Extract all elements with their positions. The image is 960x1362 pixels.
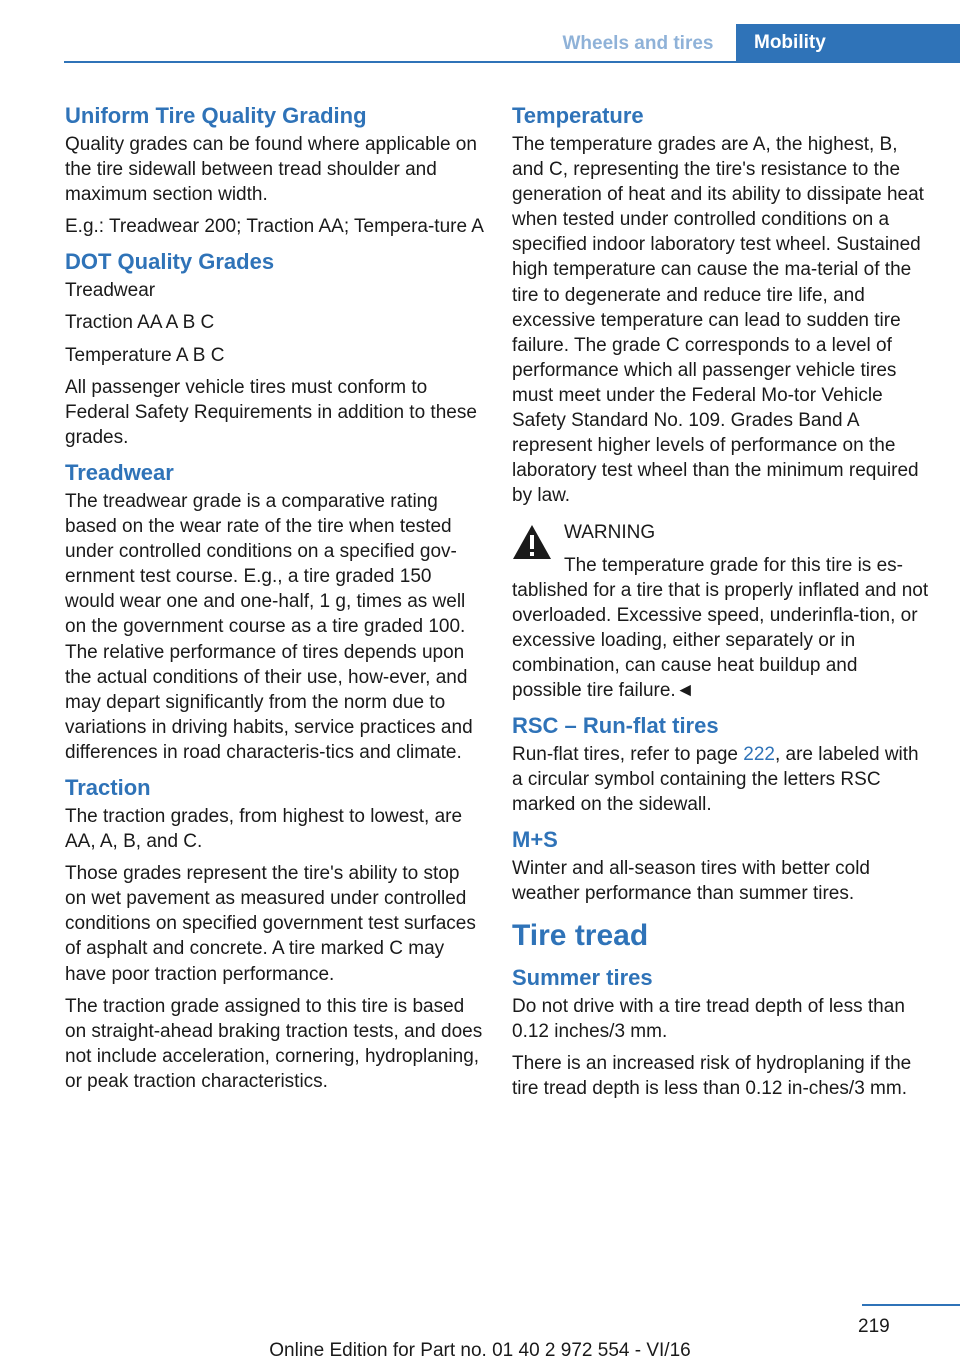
rsc-heading: RSC – Run-flat tires <box>512 713 719 739</box>
ms-paragraph: Winter and all-season tires with better cold weather performance than summer tires. <box>512 858 870 905</box>
tire-tread-heading: Tire tread <box>512 918 649 952</box>
traction-heading: Traction <box>65 774 151 800</box>
traction-paragraph-2: Those grades represent the tire's ability to stop on wet pavement as measured under controlled conditions on specified government test surfaces of asphalt and concrete. A tire marked C may have poor traction performance. <box>65 863 476 985</box>
warning-block <box>512 520 930 703</box>
page-222-link[interactable]: 222 <box>743 744 775 766</box>
rsc-text-post: , are labeled with a circular symbol containing the letters RSC marked on the sidewall. <box>512 744 919 816</box>
dot-line-1: Treadwear <box>65 280 156 302</box>
uniform-paragraph-1: Quality grades can be found where applicable on the tire sidewall between tread shoulder and maximum section width. <box>65 134 477 206</box>
page-number-rule <box>862 1304 960 1306</box>
treadwear-heading: Treadwear <box>65 459 174 485</box>
left-column <box>65 100 485 1101</box>
header-chapter-tab[interactable]: Mobility <box>736 24 960 61</box>
treadwear-paragraph: The treadwear grade is a comparative rating based on the wear rate of the tire when tested under controlled conditions on a specified gov‐ernment test course. E.g., a tire graded 150 would wear one and one-half, 1 g, times as well on the government course as a tire graded 100. The relative performance of tires depends upon the actual conditions of their use, how‐ever, and may depart significantly from the norm due to variations in driving habits, service practices and differences in road characteris‐tics and climate. <box>65 490 473 763</box>
summer-tires-heading: Summer tires <box>512 964 653 990</box>
right-column <box>512 100 930 1108</box>
uniform-paragraph-2: E.g.: Treadwear 200; Traction AA; Tempera‐ture A <box>65 216 484 238</box>
traction-paragraph-3: The traction grade assigned to this tire is based on straight-ahead braking traction tests, and does not include acceleration, cornering, hydroplaning, or peak traction characteristics. <box>65 995 483 1092</box>
rsc-text-pre: Run-flat tires, refer to page <box>512 744 744 766</box>
dot-paragraph: All passenger vehicle tires must conform to Federal Safety Requirements in addition to these grades. <box>65 376 477 448</box>
header-section-tab[interactable]: Wheels and tires <box>562 33 714 54</box>
uniform-heading: Uniform Tire Quality Grading <box>65 103 367 128</box>
dot-line-3: Temperature A B C <box>65 344 225 366</box>
rsc-paragraph <box>512 742 930 817</box>
traction-paragraph-1: The traction grades, from highest to lowest, are AA, A, B, and C. <box>65 805 463 853</box>
warning-triangle-icon <box>512 524 552 560</box>
header-rule <box>64 61 960 63</box>
summer-paragraph-2: There is an increased risk of hydroplaning if the tire tread depth is less than 0.12 in‐ches/3 mm. <box>512 1052 912 1099</box>
warning-text-first: The temperature grade for this tire is es‐ <box>564 554 903 576</box>
dot-line-2: Traction AA A B C <box>65 312 215 334</box>
footer-edition: Online Edition for Part no. 01 40 2 972 554 - VI/16 <box>269 1340 691 1361</box>
warning-label: WARNING <box>564 522 656 544</box>
summer-paragraph-1: Do not drive with a tire tread depth of less than 0.12 inches/3 mm. <box>512 995 905 1042</box>
ms-heading: M+S <box>512 827 558 853</box>
warning-text: tablished for a tire that is properly inflated and not overloaded. Excessive speed, underinfla‐tion, or excessive loading, either separately or in combination, can cause heat buildup and possible tire failure.◄ <box>512 579 929 701</box>
temperature-heading: Temperature <box>512 103 644 128</box>
page-number: 219 <box>858 1316 890 1337</box>
temperature-paragraph: The temperature grades are A, the highest, B, and C, representing the tire's resistance to the generation of heat and its ability to dissipate heat when tested under controlled conditions on a specified indoor laboratory test wheel. Sustained high temperature can cause the ma‐terial of the tire to degenerate and reduce tire life, and excessive temperature can lead to sudden tire failure. The grade C corresponds to a level of performance which all passenger vehicle tires must meet under the Federal Mo‐tor Vehicle Safety Standard No. 109. Grades Band A represent higher levels of performance on the laboratory test wheel than the minimum required by law. <box>512 134 924 507</box>
dot-heading: DOT Quality Grades <box>65 249 275 275</box>
